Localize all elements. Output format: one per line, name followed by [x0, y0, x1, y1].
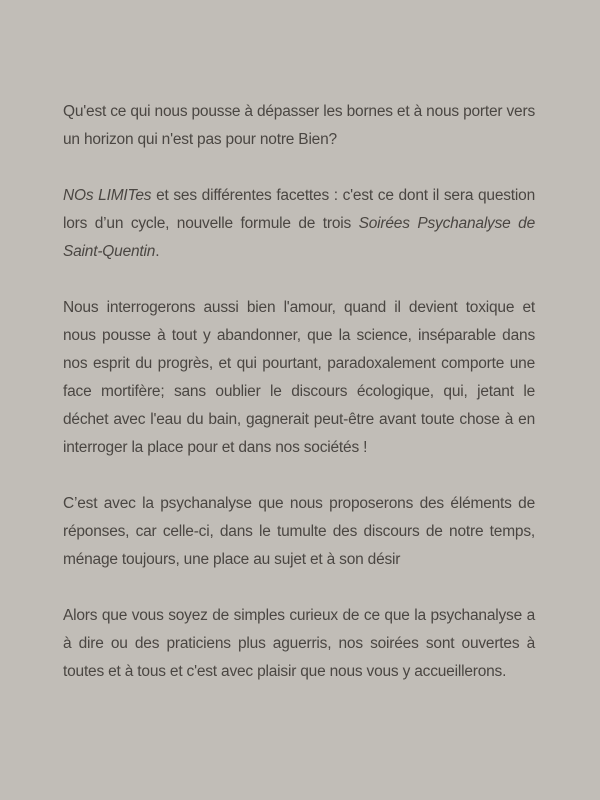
theme-title: NOs LIMITes [63, 187, 152, 204]
paragraph-topics: Nous interrogerons aussi bien l'amour, quand il devient toxique et nous pousse à tout y abandonner, que la science, inséparable dans nos esprit du progrès, et qui pourtant, paradoxalement comporte une face mortifère; sans oublier le discours écologique, qui, jetant le déchet avec l'eau du bain, gagnerait peut-être avant toute chose à en interroger la place pour et dans nos sociétés ! [63, 299, 535, 456]
text-block [63, 98, 535, 714]
cycle-description: et ses différentes facettes : c'est ce dont il sera question lors d’un cycle, nouvelle formule de trois [63, 187, 535, 232]
event-series-title: Soirées Psychanalyse de Saint-Quentin [63, 215, 535, 260]
paragraph-psychoanalysis: C’est avec la psychanalyse que nous proposerons des éléments de réponses, car celle-ci, dans le tumulte des discours de notre temps, ménage toujours, une place au sujet et à son désir [63, 495, 535, 568]
paragraph-cycle-announcement [63, 182, 535, 266]
paragraph-invitation: Alors que vous soyez de simples curieux de ce que la psychanalyse a à dire ou des praticiens plus aguerris, nos soirées sont ouvertes à toutes et à tous et c'est avec plaisir que nous vous y accueillerons. [63, 607, 535, 680]
period: . [155, 243, 160, 260]
paragraph-intro-question: Qu'est ce qui nous pousse à dépasser les bornes et à nous porter vers un horizon qui n'est pas pour notre Bien? [63, 103, 535, 148]
